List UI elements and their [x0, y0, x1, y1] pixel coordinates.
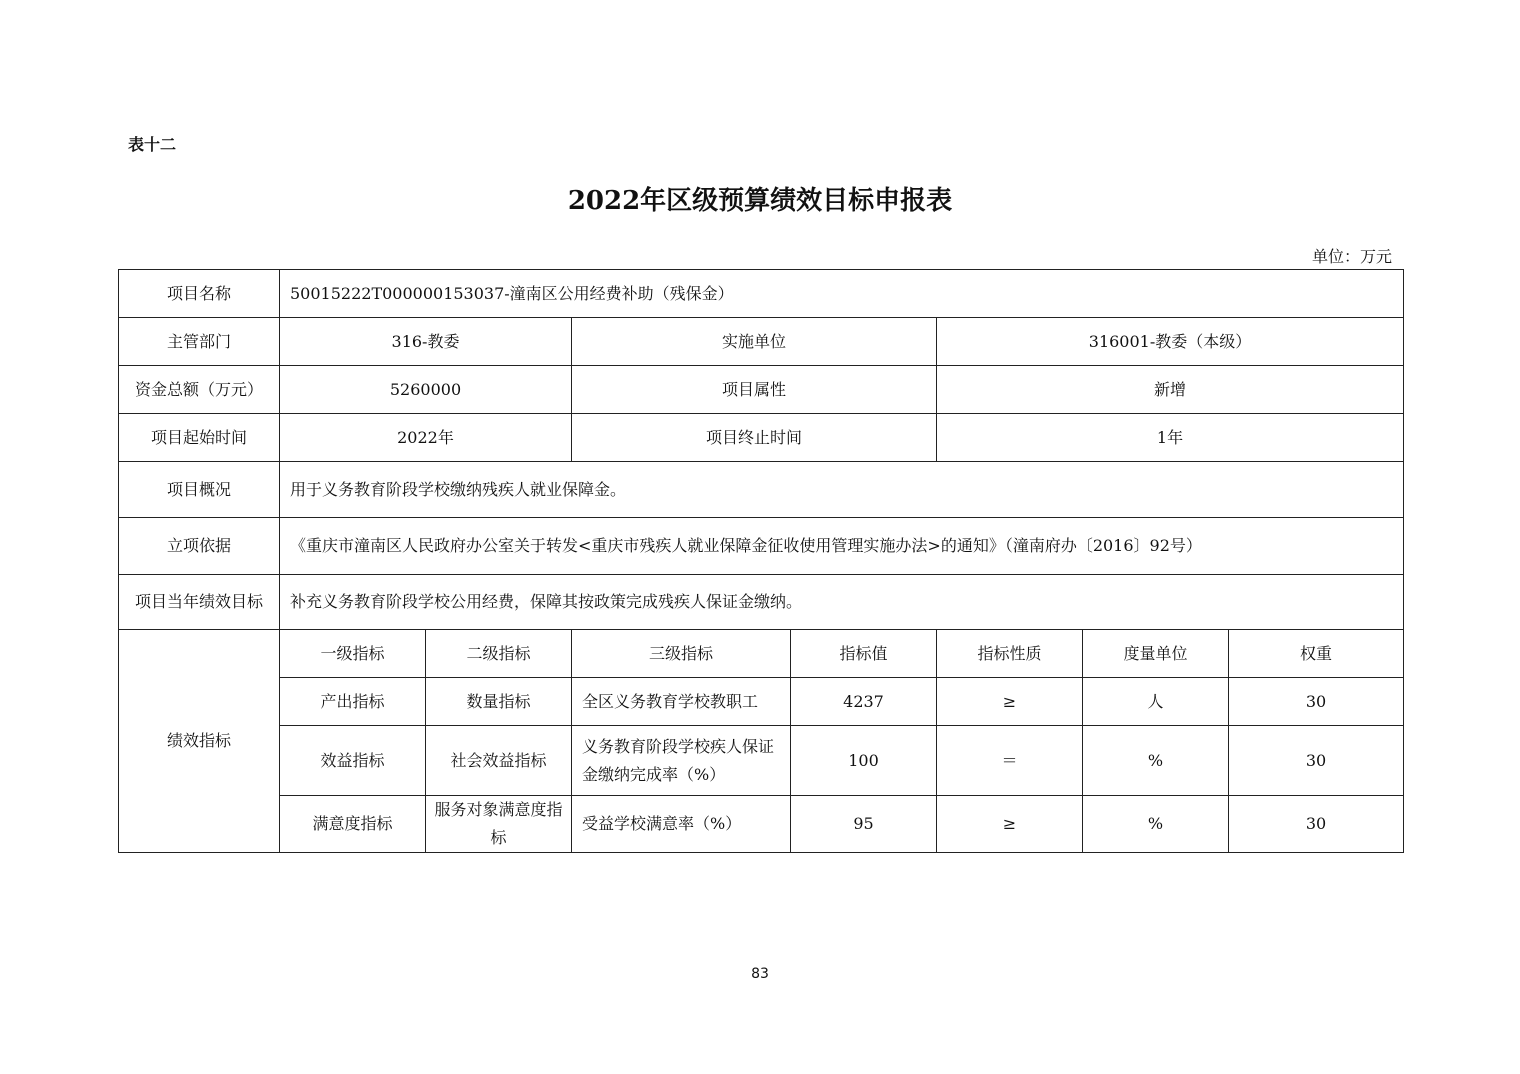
indicator-cell: 全区义务教育学校教职工: [572, 678, 791, 726]
indicator-cell: 人: [1083, 678, 1229, 726]
indicator-cell: 服务对象满意度指标: [426, 796, 572, 853]
overview-label: 项目概况: [119, 462, 280, 518]
indicator-cell: ＝: [937, 726, 1083, 796]
fund-label: 资金总额（万元）: [119, 366, 280, 414]
fund-value: 5260000: [280, 366, 572, 414]
indicator-header: 权重: [1229, 630, 1404, 678]
indicator-cell: 数量指标: [426, 678, 572, 726]
indicator-cell: 受益学校满意率（%）: [572, 796, 791, 853]
project-name-label: 项目名称: [119, 270, 280, 318]
end-label: 项目终止时间: [572, 414, 937, 462]
indicator-cell: 30: [1229, 678, 1404, 726]
project-name-value: 50015222T000000153037-潼南区公用经费补助（残保金）: [280, 270, 1404, 318]
indicator-cell: ≥: [937, 678, 1083, 726]
table-row: [119, 796, 1404, 853]
indicator-cell: 产出指标: [280, 678, 426, 726]
indicator-cell: 义务教育阶段学校疾人保证金缴纳完成率（%）: [572, 726, 791, 796]
indicator-cell: 100: [791, 726, 937, 796]
indicator-cell: %: [1083, 796, 1229, 853]
indicator-cell: 满意度指标: [280, 796, 426, 853]
indicators-section-label: 绩效指标: [119, 630, 280, 853]
page-number: 83: [751, 966, 769, 982]
budget-target-form: [118, 269, 1404, 853]
page-title: 2022年区级预算绩效目标申报表: [567, 186, 953, 216]
indicator-cell: 30: [1229, 726, 1404, 796]
indicator-cell: %: [1083, 726, 1229, 796]
indicator-cell: 效益指标: [280, 726, 426, 796]
indicator-header: 指标值: [791, 630, 937, 678]
indicator-header: 指标性质: [937, 630, 1083, 678]
attr-value: 新增: [937, 366, 1404, 414]
basis-label: 立项依据: [119, 518, 280, 575]
indicator-cell: 95: [791, 796, 937, 853]
overview-value: 用于义务教育阶段学校缴纳残疾人就业保障金。: [280, 462, 1404, 518]
dept-value: 316-教委: [280, 318, 572, 366]
indicator-cell: 社会效益指标: [426, 726, 572, 796]
start-label: 项目起始时间: [119, 414, 280, 462]
table-row: [119, 678, 1404, 726]
unit-note: 单位：万元: [1311, 247, 1392, 266]
impl-value: 316001-教委（本级）: [937, 318, 1404, 366]
goal-value: 补充义务教育阶段学校公用经费，保障其按政策完成残疾人保证金缴纳。: [280, 575, 1404, 630]
attr-label: 项目属性: [572, 366, 937, 414]
indicator-header: 一级指标: [280, 630, 426, 678]
end-value: 1年: [937, 414, 1404, 462]
indicator-header: 三级指标: [572, 630, 791, 678]
indicator-cell: 30: [1229, 796, 1404, 853]
table-row: [119, 726, 1404, 796]
table-tag: 表十二: [128, 135, 177, 154]
indicator-cell: ≥: [937, 796, 1083, 853]
indicator-header: 二级指标: [426, 630, 572, 678]
start-value: 2022年: [280, 414, 572, 462]
goal-label: 项目当年绩效目标: [119, 575, 280, 630]
impl-label: 实施单位: [572, 318, 937, 366]
indicator-cell: 4237: [791, 678, 937, 726]
basis-value: 《重庆市潼南区人民政府办公室关于转发<重庆市残疾人就业保障金征收使用管理实施办法>的通知》（潼南府办〔2016〕92号）: [280, 518, 1404, 575]
dept-label: 主管部门: [119, 318, 280, 366]
indicator-header: 度量单位: [1083, 630, 1229, 678]
